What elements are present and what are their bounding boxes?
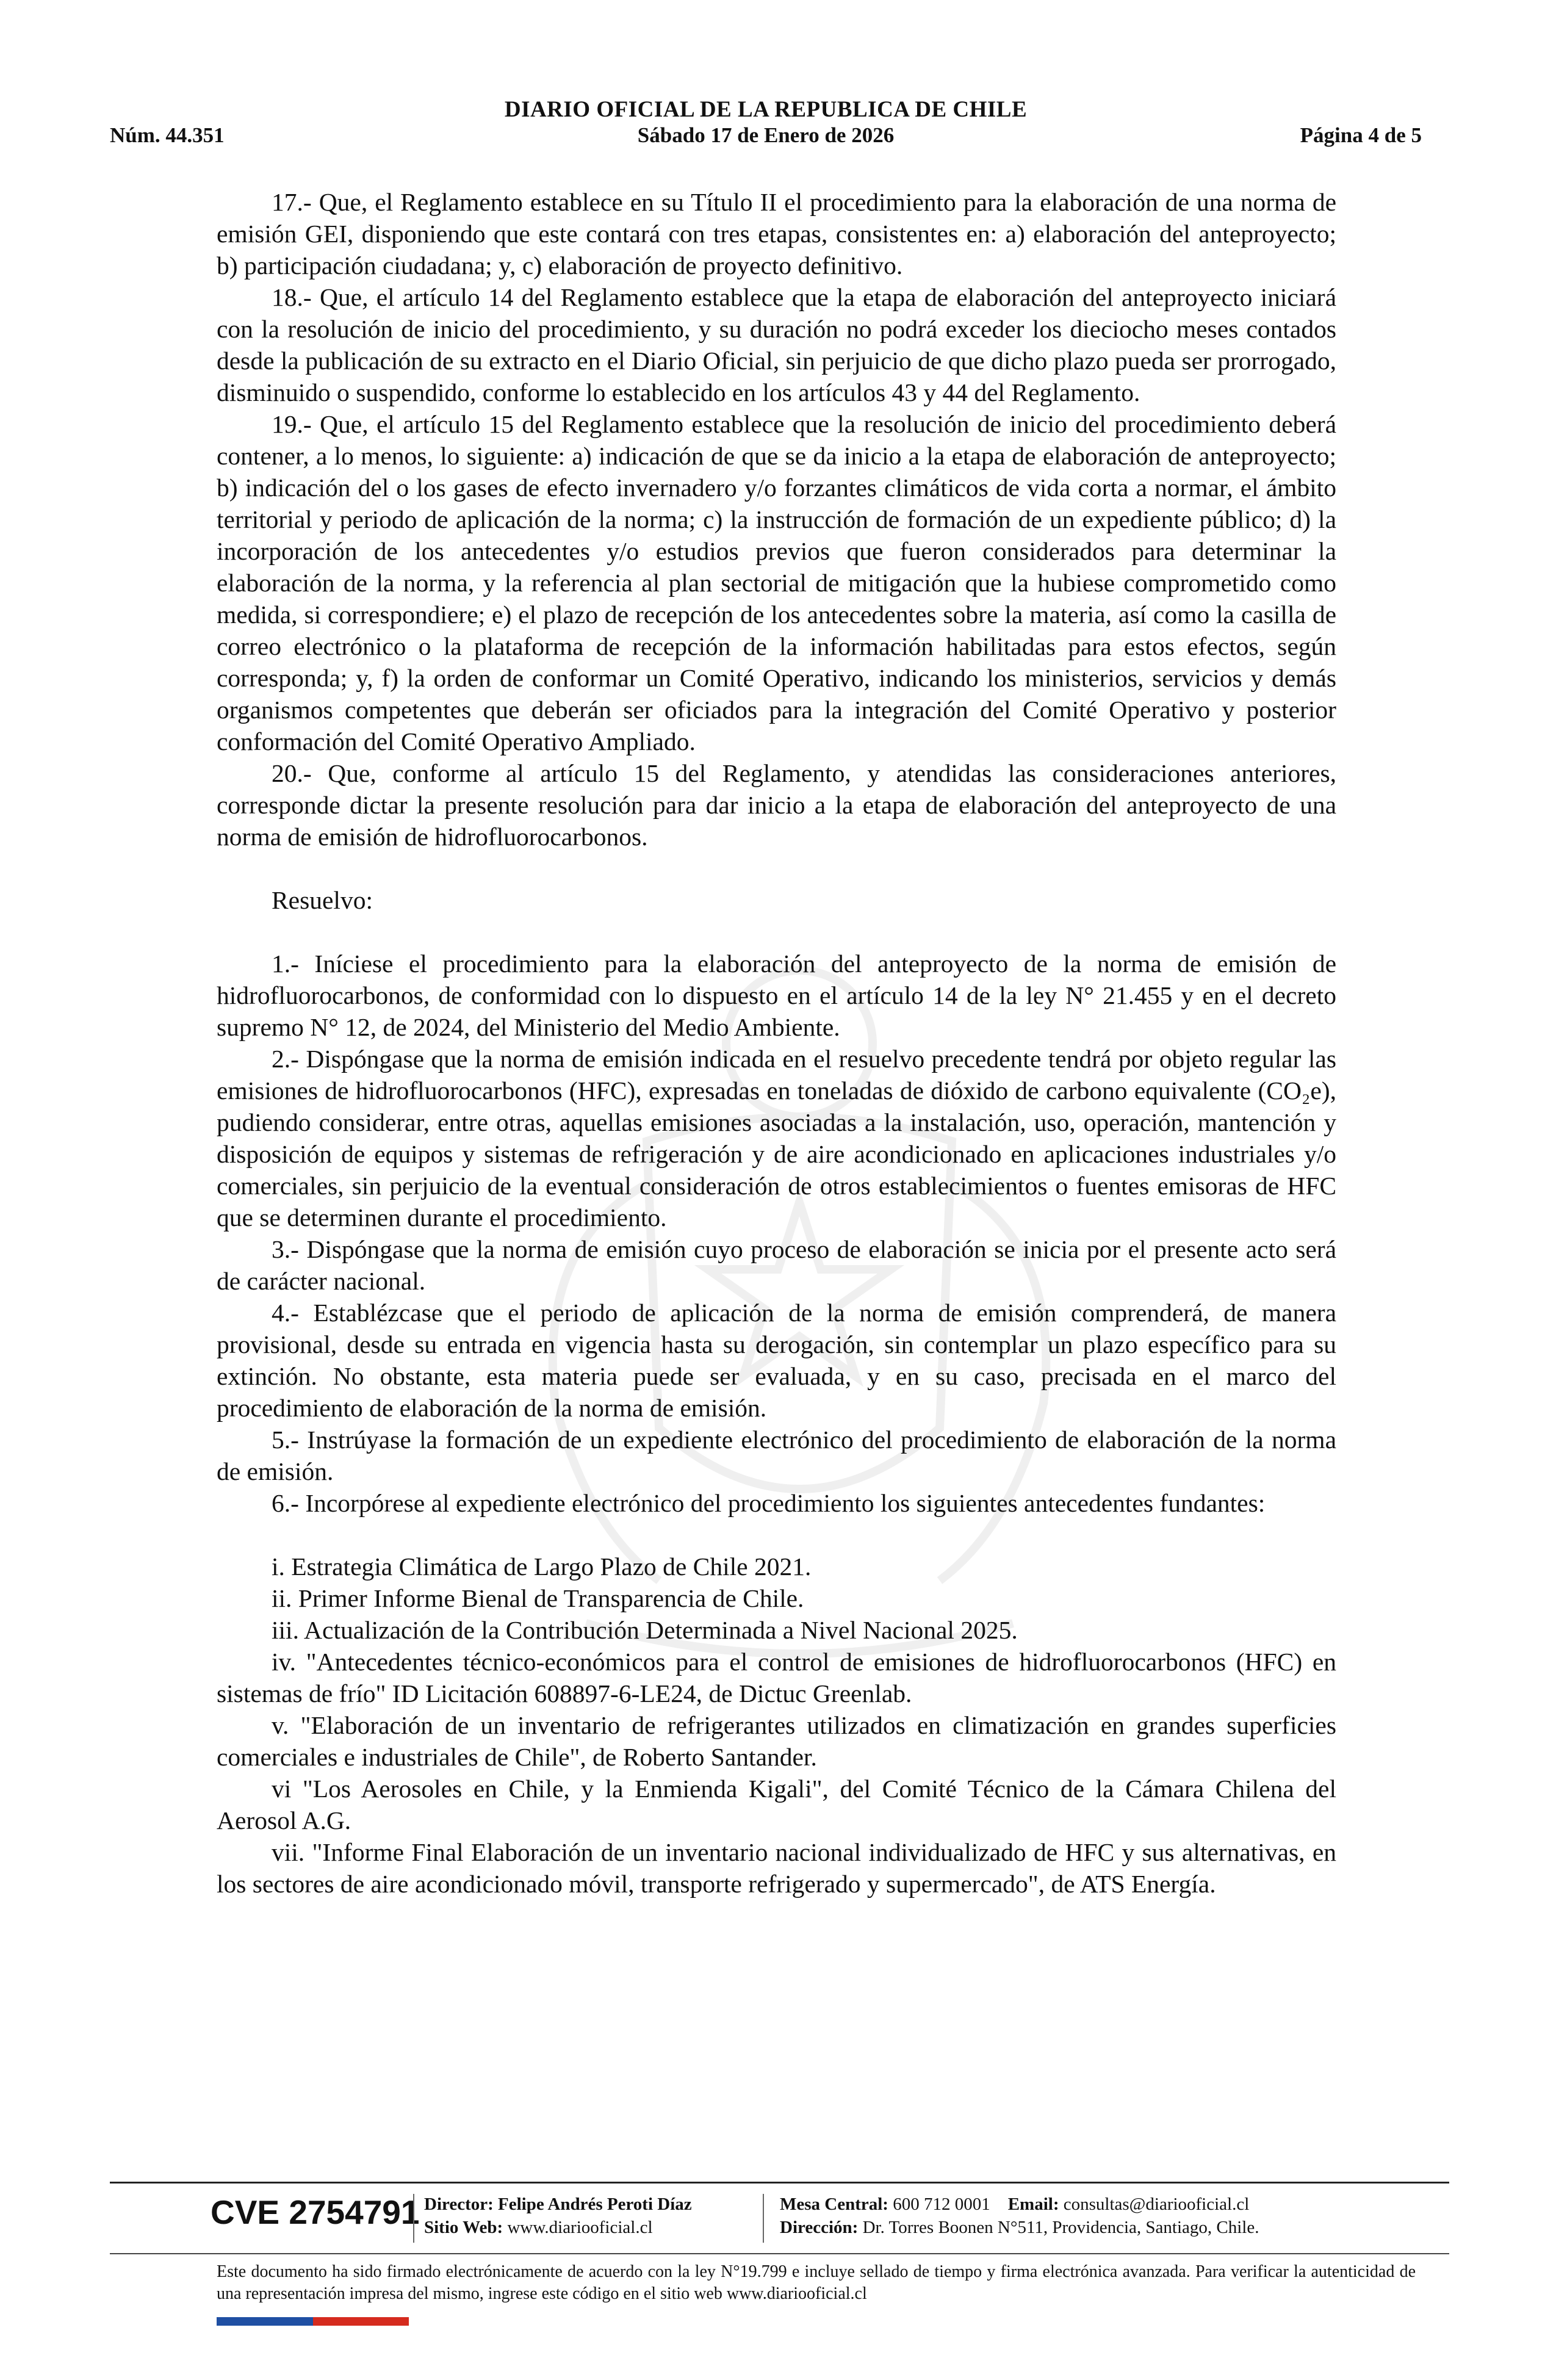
director-name: Felipe Andrés Peroti Díaz <box>498 2194 692 2214</box>
paragraph: 5.- Instrúyase la formación de un expediente electrónico del procedimiento de elaboración de la norma de emisión. <box>217 1426 1336 1485</box>
site-label: Sitio Web: <box>424 2218 503 2237</box>
paragraph: 20.- Que, conforme al artículo 15 del Reglamento, y atendidas las consideraciones anteriores, corresponde dictar la presente resolución para dar inicio a la etapa de elaboración del anteproyecto de una norma de emisión de hidrofluorocarbonos. <box>217 759 1336 851</box>
flag-red-segment <box>313 2317 409 2326</box>
issue-number: Núm. 44.351 <box>110 123 225 147</box>
list-item: iii. Actualización de la Contribución Determinada a Nivel Nacional 2025. <box>272 1616 1018 1644</box>
paragraph: 2.- Dispóngase que la norma de emisión indicada en el resuelvo precedente tendrá por objeto regular las emisiones de hidrofluorocarbonos (HFC), expresadas en toneladas de dióxido de carbono equivalente (CO₂e), pudiendo considerar, entre otras, aquellas emisiones asociadas a la instalación, uso, operación, mantención y disposición de equipos y sistemas de refrigeración y de aire acondicionado en aplicaciones industriales y/o comerciales, sin perjuicio de la eventual consideración de otros establecimientos o fuentes emisoras de HFC que se determinen durante el procedimiento. <box>217 1045 1336 1231</box>
page-number: Página 4 de 5 <box>1300 123 1422 147</box>
footer-divider <box>110 2182 1449 2183</box>
footer-separator <box>763 2194 764 2243</box>
footer-director-block <box>424 2193 692 2239</box>
list-item: iv. "Antecedentes técnico-económicos para el control de emisiones de hidrofluorocarbonos (HFC) en sistemas de frío" ID Licitación 608897-6-LE24, de Dictuc Greenlab. <box>217 1648 1336 1707</box>
issue-date: Sábado 17 de Enero de 2026 <box>637 123 895 147</box>
page-footer <box>110 2182 1449 2328</box>
list-item: vi "Los Aerosoles en Chile, y la Enmienda Kigali", del Comité Técnico de la Cámara Chilena del Aerosol A.G. <box>217 1775 1336 1834</box>
phone-label: Mesa Central: <box>780 2194 888 2214</box>
flag-blue-segment <box>217 2317 313 2326</box>
list-item: i. Estrategia Climática de Largo Plazo de Chile 2021. <box>272 1552 812 1581</box>
paragraph: 4.- Establézcase que el periodo de aplicación de la norma de emisión comprenderá, de manera provisional, desde su entrada en vigencia hasta su derogación, sin contemplar un plazo específico para su extinción. No obstante, esta materia puede ser evaluada, y en su caso, precisada en el marco del procedimiento de elaboración de la norma de emisión. <box>217 1299 1336 1422</box>
site-link[interactable]: www.diariooficial.cl <box>507 2218 653 2237</box>
footer-separator <box>413 2194 414 2243</box>
resolution-heading: Resuelvo: <box>272 886 373 914</box>
paragraph: 19.- Que, el artículo 15 del Reglamento establece que la resolución de inicio del procedimiento deberá contener, a lo menos, lo siguiente: a) indicación de que se da inicio a la etapa de elaboración de anteproyecto; b) indicación del o los gases de efecto invernadero y/o forzantes climáticos de vida corta a normar, el ámbito territorial y periodo de aplicación de la norma; c) la instrucción de formación de un expediente público; d) la incorporación de los antecedentes y/o estudios previos que fueron considerados para determinar la elaboración de la norma, y la referencia al plan sectorial de mitigación que la hubiese comprometido como medida, si correspondiere; e) el plazo de recepción de los antecedentes sobre la materia, así como la casilla de correo electrónico o la plataforma de recepción de la información habilitadas para estos efectos, según corresponda; y, f) la orden de conformar un Comité Operativo, indicando los ministerios, servicios y demás organismos competentes que deberán ser oficiados para la integración del Comité Operativo y posterior conformación del Comité Operativo Ampliado. <box>217 410 1336 755</box>
email-link[interactable]: consultas@diariooficial.cl <box>1063 2194 1250 2214</box>
list-item: vii. "Informe Final Elaboración de un inventario nacional individualizado de HFC y sus alternativas, en los sectores de aire acondicionado móvil, transporte refrigerado y supermercado", de ATS Energía. <box>217 1838 1336 1898</box>
paragraph: 18.- Que, el artículo 14 del Reglamento establece que la etapa de elaboración del anteproyecto iniciará con la resolución de inicio del procedimiento, y su duración no podrá exceder los dieciocho meses contados desde la publicación de su extracto en el Diario Oficial, sin perjuicio de que dicho plazo pueda ser prorrogado, disminuido o suspendido, conforme lo establecido en los artículos 43 y 44 del Reglamento. <box>217 283 1336 406</box>
document-body <box>217 186 1336 1900</box>
paragraph: 3.- Dispóngase que la norma de emisión cuyo proceso de elaboración se inicia por el presente acto será de carácter nacional. <box>217 1235 1336 1295</box>
email-label: Email: <box>1007 2194 1059 2214</box>
paragraph: 17.- Que, el Reglamento establece en su Título II el procedimiento para la elaboración de una norma de emisión GEI, disponiendo que este contará con tres etapas, consistentes en: a) elaboración del anteproyecto; b) participación ciudadana; y, c) elaboración de proyecto definitivo. <box>217 188 1336 279</box>
phone-number: 600 712 0001 <box>893 2194 990 2214</box>
footer-divider <box>110 2253 1449 2254</box>
director-label: Director: <box>424 2194 494 2214</box>
newspaper-title: DIARIO OFICIAL DE LA REPUBLICA DE CHILE <box>504 97 1028 122</box>
cve-code: CVE 2754791 <box>211 2193 420 2231</box>
address: Dr. Torres Boonen N°511, Providencia, Santiago, Chile. <box>862 2218 1259 2237</box>
footer-contact-block <box>780 2193 1259 2239</box>
signature-notice: Este documento ha sido firmado electrónicamente de acuerdo con la ley N°19.799 e incluye sellado de tiempo y firma electrónica avanzada. Para verificar la autenticidad de una representación impresa del mismo, ingrese este código en el sitio web www.diariooficial.cl <box>217 2262 1416 2303</box>
list-item: v. "Elaboración de un inventario de refrigerantes utilizados en climatización en grandes superficies comerciales e industriales de Chile", de Roberto Santander. <box>217 1711 1336 1771</box>
page-header <box>110 92 1422 153</box>
paragraph: 1.- Iníciese el procedimiento para la elaboración del anteproyecto de la norma de emisión de hidrofluorocarbonos, de conformidad con lo dispuesto en el artículo 14 de la ley N° 21.455 y en el decreto supremo N° 12, de 2024, del Ministerio del Medio Ambiente. <box>217 950 1336 1041</box>
address-label: Dirección: <box>780 2218 859 2237</box>
flag-stripe <box>217 2317 409 2326</box>
list-item: ii. Primer Informe Bienal de Transparencia de Chile. <box>272 1584 804 1612</box>
paragraph: 6.- Incorpórese al expediente electrónico del procedimiento los siguientes antecedentes fundantes: <box>272 1489 1266 1517</box>
